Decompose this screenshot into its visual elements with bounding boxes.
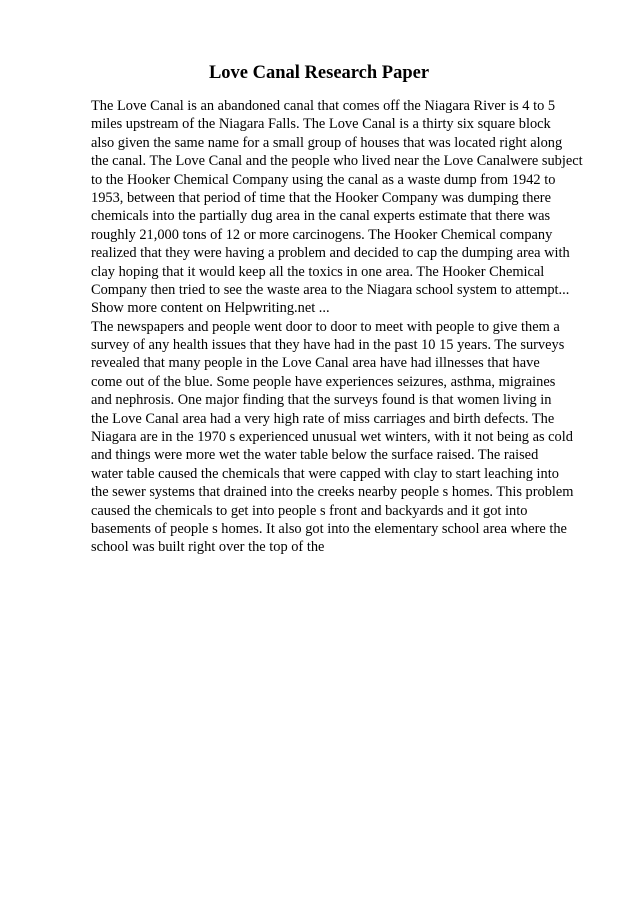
document-body (91, 97, 611, 557)
text-line: the canal. The Love Canal and the people who lived near the Love Canalwere subject (91, 153, 583, 170)
text-line: revealed that many people in the Love Canal area have had illnesses that have (91, 355, 540, 372)
text-line: the sewer systems that drained into the creeks nearby people s homes. This problem (91, 484, 574, 501)
text-line: The newspapers and people went door to door to meet with people to give them a (91, 318, 560, 335)
text-line: clay hoping that it would keep all the toxics in one area. The Hooker Chemical (91, 263, 545, 280)
text-line: 1953, between that period of time that the Hooker Company was dumping there (91, 189, 551, 206)
text-line: Company then tried to see the waste area to the Niagara school system to attempt... (91, 281, 570, 298)
text-line: realized that they were having a problem and decided to cap the dumping area with (91, 245, 570, 262)
text-line: caused the chemicals to get into people s front and backyards and it got into (91, 502, 528, 519)
text-line: survey of any health issues that they have had in the past 10 15 years. The surveys (91, 337, 565, 354)
text-line: the Love Canal area had a very high rate of miss carriages and birth defects. The (91, 410, 555, 427)
text-line: basements of people s homes. It also got into the elementary school area where the (91, 520, 567, 537)
paragraph-2 (91, 318, 611, 557)
text-line: come out of the blue. Some people have experiences seizures, asthma, migraines (91, 373, 556, 390)
text-line: The Love Canal is an abandoned canal that comes off the Niagara River is 4 to 5 (91, 98, 556, 114)
text-line: school was built right over the top of the (91, 539, 325, 556)
text-line: Niagara are in the 1970 s experienced unusual wet winters, with it not being as cold (91, 429, 573, 446)
text-line: and nephrosis. One major finding that the surveys found is that women living in (91, 392, 552, 409)
text-line: chemicals into the partially dug area in the canal experts estimate that there was (91, 208, 551, 225)
text-line: to the Hooker Chemical Company using the canal as a waste dump from 1942 to (91, 171, 556, 188)
text-line: miles upstream of the Niagara Falls. The Love Canal is a thirty six square block (91, 116, 551, 133)
show-more-link[interactable]: Show more content on Helpwriting.net ... (91, 300, 330, 317)
text-line: and things were more wet the water table below the surface raised. The raised (91, 447, 539, 464)
paragraph-1 (91, 97, 611, 318)
text-line: also given the same name for a small group of houses that was located right along (91, 134, 563, 151)
document-title: Love Canal Research Paper (208, 63, 430, 83)
text-line: water table caused the chemicals that were capped with clay to start leaching into (91, 465, 559, 482)
text-line: roughly 21,000 tons of 12 or more carcinogens. The Hooker Chemical company (91, 226, 553, 243)
